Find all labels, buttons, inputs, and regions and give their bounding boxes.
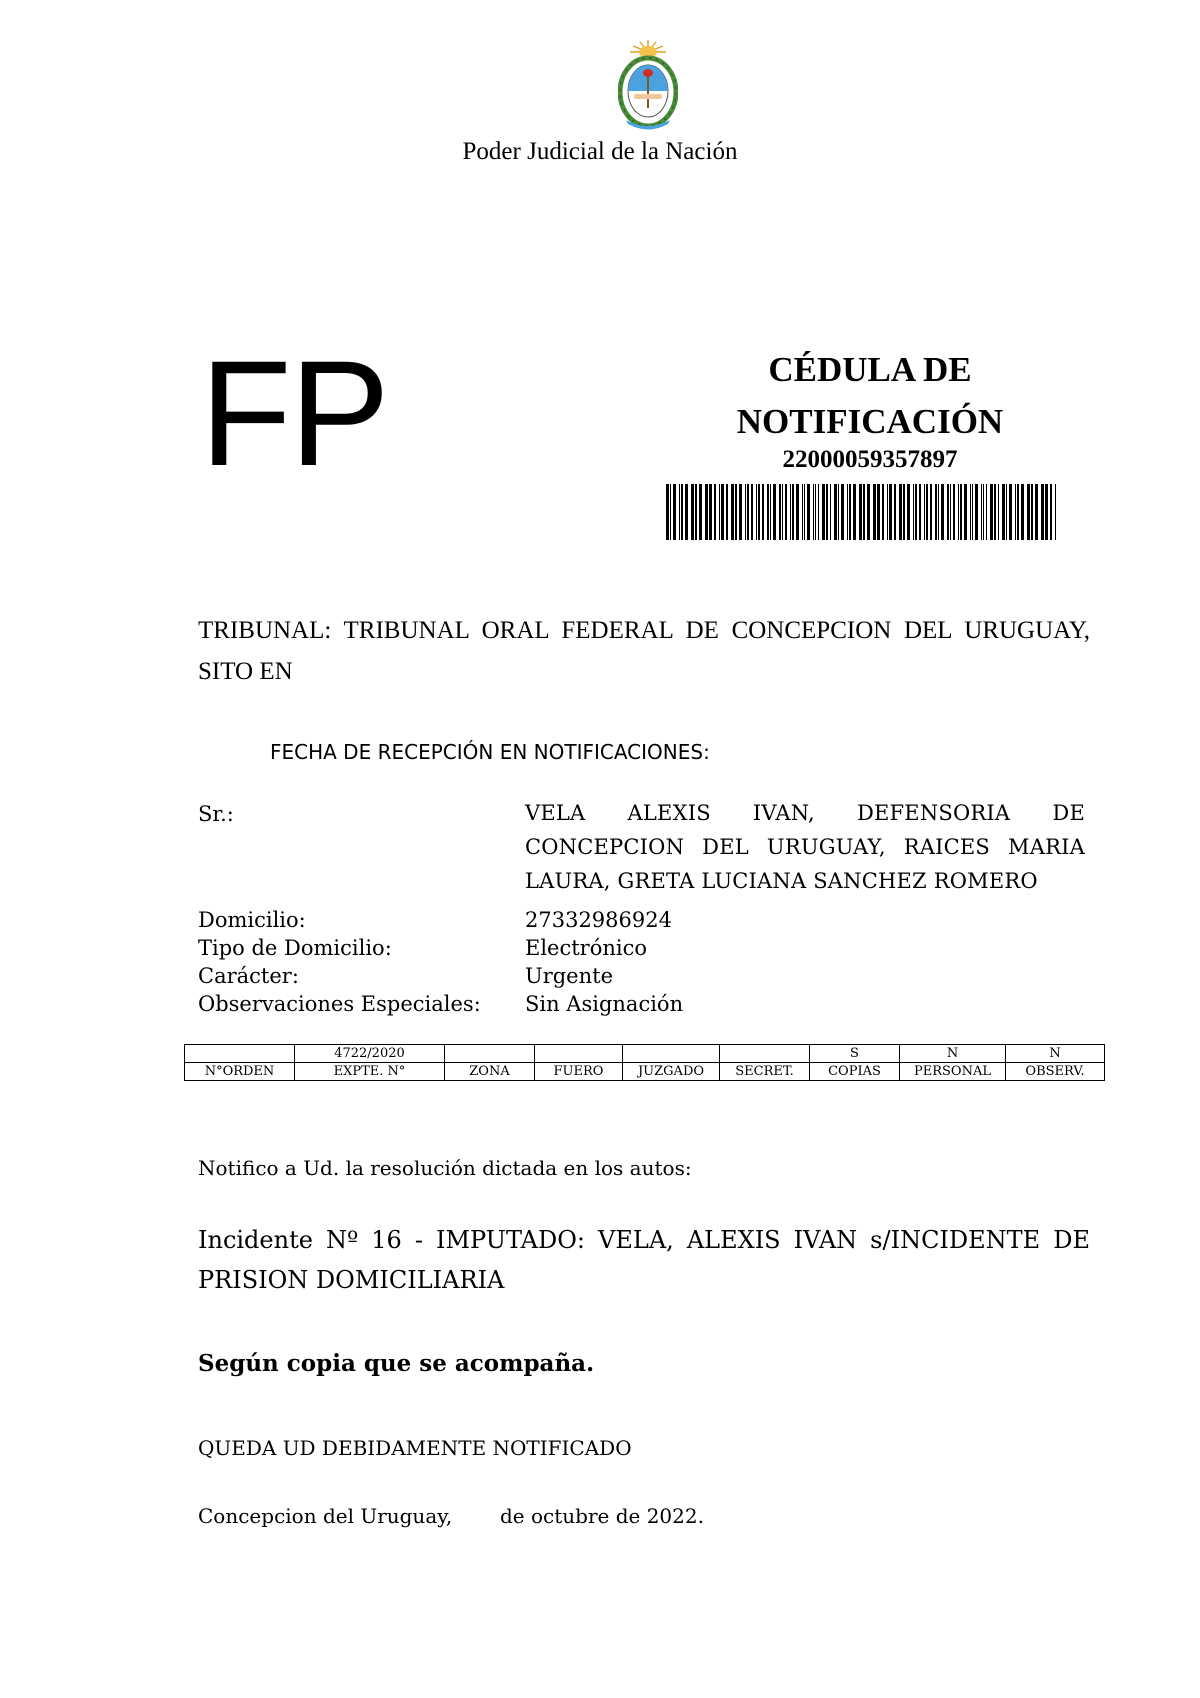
reception-date-label: FECHA DE RECEPCIÓN EN NOTIFICACIONES: [270, 740, 710, 764]
domicilio-value: 27332986924 [525, 908, 672, 932]
grid-header-secret: SECRET. [720, 1063, 810, 1081]
cedula-number: 22000059357897 [782, 446, 958, 473]
grid-value-fuero [535, 1045, 623, 1063]
grid-value-zona [445, 1045, 535, 1063]
grid-header-expte: EXPTE. N° [295, 1063, 445, 1081]
observaciones-value: Sin Asignación [525, 992, 684, 1016]
grid-header-observ: OBSERV. [1006, 1063, 1105, 1081]
grid-value-personal: N [900, 1045, 1006, 1063]
case-grid-header-row [185, 1063, 1105, 1081]
caracter-value: Urgente [525, 964, 613, 988]
grid-value-expte: 4722/2020 [295, 1045, 445, 1063]
observaciones-label: Observaciones Especiales: [198, 992, 481, 1016]
case-title: Incidente Nº 16 - IMPUTADO: VELA, ALEXIS IVAN s/INCIDENTE DE PRISION DOMICILIARIA [198, 1226, 1090, 1294]
notification-intro: Notifico a Ud. la resolución dictada en los autos: [198, 1156, 692, 1180]
barcode-icon [666, 484, 1058, 540]
place-line: Concepcion del Uruguay, [198, 1504, 453, 1528]
tribunal-line: TRIBUNAL: TRIBUNAL ORAL FEDERAL DE CONCEPCION DEL URUGUAY, SITO EN [198, 617, 1090, 685]
date-line: de octubre de 2022. [500, 1504, 704, 1528]
grid-header-orden: N°ORDEN [185, 1063, 295, 1081]
grid-header-zona: ZONA [445, 1063, 535, 1081]
case-grid-values-row [185, 1045, 1105, 1063]
domicilio-label: Domicilio: [198, 908, 306, 932]
grid-header-juzgado: JUZGADO [623, 1063, 720, 1081]
grid-header-copias: COPIAS [810, 1063, 900, 1081]
tipo-domicilio-label: Tipo de Domicilio: [198, 936, 392, 960]
notified-statement: QUEDA UD DEBIDAMENTE NOTIFICADO [198, 1436, 632, 1460]
document-title [670, 344, 1070, 448]
grid-header-personal: PERSONAL [900, 1063, 1006, 1081]
grid-value-copias: S [810, 1045, 900, 1063]
copy-notice: Según copia que se acompaña. [198, 1350, 595, 1377]
institution-name: Poder Judicial de la Nación [462, 138, 738, 165]
recipient-value: VELA ALEXIS IVAN, DEFENSORIA DE CONCEPCION DEL URUGUAY, RAICES MARIA LAURA, GRETA LUCIANA SANCHEZ ROMERO [525, 801, 1085, 893]
document-title-line2: NOTIFICACIÓN [736, 402, 1004, 441]
grid-value-secret [720, 1045, 810, 1063]
recipient-label: Sr.: [198, 802, 234, 826]
caracter-label: Carácter: [198, 964, 299, 988]
grid-value-orden [185, 1045, 295, 1063]
grid-value-observ: N [1006, 1045, 1105, 1063]
case-grid-table [184, 1044, 1105, 1081]
fp-stamp: FP [200, 329, 388, 497]
tipo-domicilio-value: Electrónico [525, 936, 648, 960]
grid-value-juzgado [623, 1045, 720, 1063]
document-title-line1: CÉDULA DE [768, 350, 972, 389]
argentina-coat-of-arms-icon [618, 38, 678, 130]
grid-header-fuero: FUERO [535, 1063, 623, 1081]
